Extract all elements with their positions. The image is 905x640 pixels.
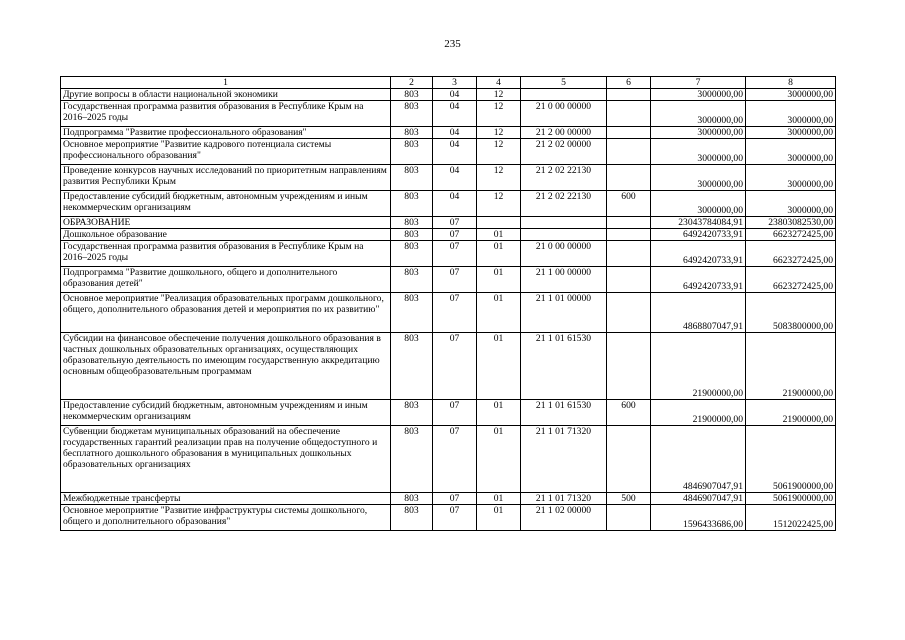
section-code: 07 — [433, 229, 477, 241]
ministry-code: 803 — [391, 139, 433, 165]
ministry-code: 803 — [391, 493, 433, 505]
ministry-code: 803 — [391, 127, 433, 139]
target-article-code: 21 1 01 71320 — [521, 426, 607, 493]
subsection-code: 12 — [477, 191, 521, 217]
expense-type-code — [607, 217, 651, 229]
section-code: 07 — [433, 267, 477, 293]
header-cell: 1 — [61, 77, 391, 89]
amount-col8: 3000000,00 — [746, 165, 836, 191]
section-code: 07 — [433, 293, 477, 333]
target-article-code — [521, 217, 607, 229]
amount-col8: 5083800000,00 — [746, 293, 836, 333]
target-article-code: 21 0 00 00000 — [521, 241, 607, 267]
header-cell: 3 — [433, 77, 477, 89]
expense-type-code: 600 — [607, 191, 651, 217]
section-code: 04 — [433, 101, 477, 127]
expense-type-code — [607, 426, 651, 493]
target-article-code: 21 1 00 00000 — [521, 267, 607, 293]
subsection-code: 01 — [477, 241, 521, 267]
subsection-code — [477, 217, 521, 229]
table-header-row — [61, 77, 836, 89]
ministry-code: 803 — [391, 101, 433, 127]
amount-col8: 3000000,00 — [746, 139, 836, 165]
header-cell: 5 — [521, 77, 607, 89]
amount-col7: 6492420733,91 — [651, 241, 746, 267]
table-row — [61, 267, 836, 293]
expense-type-code — [607, 165, 651, 191]
target-article-code: 21 1 01 00000 — [521, 293, 607, 333]
table-row — [61, 217, 836, 229]
amount-col7: 3000000,00 — [651, 165, 746, 191]
ministry-code: 803 — [391, 505, 433, 531]
amount-col7: 1596433686,00 — [651, 505, 746, 531]
table-row — [61, 333, 836, 400]
expense-type-code — [607, 101, 651, 127]
row-description: Государственная программа развития образования в Республике Крым на 2016–2025 годы — [61, 101, 391, 127]
section-code: 04 — [433, 127, 477, 139]
page-number: 235 — [444, 38, 461, 50]
amount-col7: 3000000,00 — [651, 89, 746, 101]
amount-col8: 1512022425,00 — [746, 505, 836, 531]
target-article-code: 21 2 02 22130 — [521, 191, 607, 217]
table-row — [61, 89, 836, 101]
ministry-code: 803 — [391, 191, 433, 217]
section-code: 04 — [433, 191, 477, 217]
expense-type-code — [607, 267, 651, 293]
section-code: 07 — [433, 426, 477, 493]
amount-col8: 21900000,00 — [746, 400, 836, 426]
subsection-code: 01 — [477, 293, 521, 333]
section-code: 07 — [433, 241, 477, 267]
row-description: Подпрограмма "Развитие дошкольного, общего и дополнительного образования детей" — [61, 267, 391, 293]
amount-col8: 3000000,00 — [746, 101, 836, 127]
row-description: Основное мероприятие "Развитие кадрового потенциала системы профессионального образования" — [61, 139, 391, 165]
row-description: Дошкольное образование — [61, 229, 391, 241]
table-row — [61, 293, 836, 333]
table-row — [61, 191, 836, 217]
amount-col8: 5061900000,00 — [746, 426, 836, 493]
subsection-code: 01 — [477, 400, 521, 426]
amount-col7: 3000000,00 — [651, 127, 746, 139]
expense-type-code — [607, 333, 651, 400]
row-description: Государственная программа развития образования в Республике Крым на 2016–2025 годы — [61, 241, 391, 267]
expense-type-code: 600 — [607, 400, 651, 426]
table-row — [61, 241, 836, 267]
row-description: Основное мероприятие "Развитие инфраструктуры системы дошкольного, общего и дополнительного образования" — [61, 505, 391, 531]
table-row — [61, 165, 836, 191]
amount-col8: 23803082530,00 — [746, 217, 836, 229]
amount-col7: 6492420733,91 — [651, 267, 746, 293]
header-cell: 6 — [607, 77, 651, 89]
target-article-code: 21 2 02 00000 — [521, 139, 607, 165]
subsection-code: 01 — [477, 333, 521, 400]
ministry-code: 803 — [391, 426, 433, 493]
expense-type-code — [607, 89, 651, 101]
subsection-code: 12 — [477, 89, 521, 101]
target-article-code: 21 1 01 61530 — [521, 400, 607, 426]
ministry-code: 803 — [391, 333, 433, 400]
row-description: ОБРАЗОВАНИЕ — [61, 217, 391, 229]
table-row — [61, 493, 836, 505]
target-article-code — [521, 89, 607, 101]
section-code: 04 — [433, 165, 477, 191]
amount-col7: 21900000,00 — [651, 333, 746, 400]
amount-col8: 6623272425,00 — [746, 241, 836, 267]
subsection-code: 01 — [477, 229, 521, 241]
expense-type-code — [607, 505, 651, 531]
expense-type-code — [607, 139, 651, 165]
expense-type-code — [607, 293, 651, 333]
section-code: 07 — [433, 400, 477, 426]
ministry-code: 803 — [391, 241, 433, 267]
target-article-code — [521, 229, 607, 241]
row-description: Основное мероприятие "Реализация образовательных программ дошкольного, общего, дополнительного образования детей и мероприятия по их развитию" — [61, 293, 391, 333]
header-cell: 8 — [746, 77, 836, 89]
table-row — [61, 101, 836, 127]
ministry-code: 803 — [391, 165, 433, 191]
target-article-code: 21 1 02 00000 — [521, 505, 607, 531]
expense-type-code — [607, 127, 651, 139]
amount-col7: 4846907047,91 — [651, 493, 746, 505]
expense-type-code: 500 — [607, 493, 651, 505]
amount-col8: 3000000,00 — [746, 127, 836, 139]
amount-col7: 6492420733,91 — [651, 229, 746, 241]
target-article-code: 21 0 00 00000 — [521, 101, 607, 127]
subsection-code: 12 — [477, 165, 521, 191]
table-row — [61, 127, 836, 139]
amount-col7: 3000000,00 — [651, 191, 746, 217]
header-cell: 7 — [651, 77, 746, 89]
target-article-code: 21 2 00 00000 — [521, 127, 607, 139]
section-code: 07 — [433, 333, 477, 400]
table-row — [61, 400, 836, 426]
section-code: 04 — [433, 139, 477, 165]
row-description: Предоставление субсидий бюджетным, автономным учреждениям и иным некоммерческим организациям — [61, 191, 391, 217]
amount-col7: 23043784084,91 — [651, 217, 746, 229]
table-row — [61, 505, 836, 531]
row-description: Субсидии на финансовое обеспечение получения дошкольного образования в частных дошкольных образовательных организациях, осуществляющих образовательную деятельность по имеющим государственную аккредитацию основным общеобразовательным программам — [61, 333, 391, 400]
target-article-code: 21 1 01 71320 — [521, 493, 607, 505]
ministry-code: 803 — [391, 217, 433, 229]
section-code: 07 — [433, 217, 477, 229]
target-article-code: 21 1 01 61530 — [521, 333, 607, 400]
amount-col8: 6623272425,00 — [746, 267, 836, 293]
amount-col7: 21900000,00 — [651, 400, 746, 426]
subsection-code: 01 — [477, 267, 521, 293]
ministry-code: 803 — [391, 229, 433, 241]
expense-type-code — [607, 229, 651, 241]
section-code: 04 — [433, 89, 477, 101]
expense-type-code — [607, 241, 651, 267]
ministry-code: 803 — [391, 267, 433, 293]
amount-col8: 3000000,00 — [746, 89, 836, 101]
subsection-code: 01 — [477, 505, 521, 531]
row-description: Субвенции бюджетам муниципальных образований на обеспечение государственных гарантий реализации прав на получение общедоступного и бесплатного дошкольного образования в муниципальных дошкольных образовательных организациях — [61, 426, 391, 493]
table-row — [61, 139, 836, 165]
row-description: Межбюджетные трансферты — [61, 493, 391, 505]
subsection-code: 12 — [477, 139, 521, 165]
row-description: Подпрограмма "Развитие профессионального образования" — [61, 127, 391, 139]
amount-col7: 3000000,00 — [651, 139, 746, 165]
amount-col7: 3000000,00 — [651, 101, 746, 127]
subsection-code: 12 — [477, 127, 521, 139]
subsection-code: 01 — [477, 493, 521, 505]
ministry-code: 803 — [391, 89, 433, 101]
amount-col8: 3000000,00 — [746, 191, 836, 217]
table-row — [61, 229, 836, 241]
subsection-code: 12 — [477, 101, 521, 127]
budget-table — [60, 76, 836, 531]
header-cell: 2 — [391, 77, 433, 89]
subsection-code: 01 — [477, 426, 521, 493]
row-description: Проведение конкурсов научных исследований по приоритетным направлениям развития Республики Крым — [61, 165, 391, 191]
header-cell: 4 — [477, 77, 521, 89]
ministry-code: 803 — [391, 293, 433, 333]
amount-col7: 4868807047,91 — [651, 293, 746, 333]
target-article-code: 21 2 02 22130 — [521, 165, 607, 191]
table-row — [61, 426, 836, 493]
amount-col8: 21900000,00 — [746, 333, 836, 400]
section-code: 07 — [433, 505, 477, 531]
amount-col8: 5061900000,00 — [746, 493, 836, 505]
row-description: Предоставление субсидий бюджетным, автономным учреждениям и иным некоммерческим организациям — [61, 400, 391, 426]
amount-col8: 6623272425,00 — [746, 229, 836, 241]
section-code: 07 — [433, 493, 477, 505]
row-description: Другие вопросы в области национальной экономики — [61, 89, 391, 101]
amount-col7: 4846907047,91 — [651, 426, 746, 493]
ministry-code: 803 — [391, 400, 433, 426]
